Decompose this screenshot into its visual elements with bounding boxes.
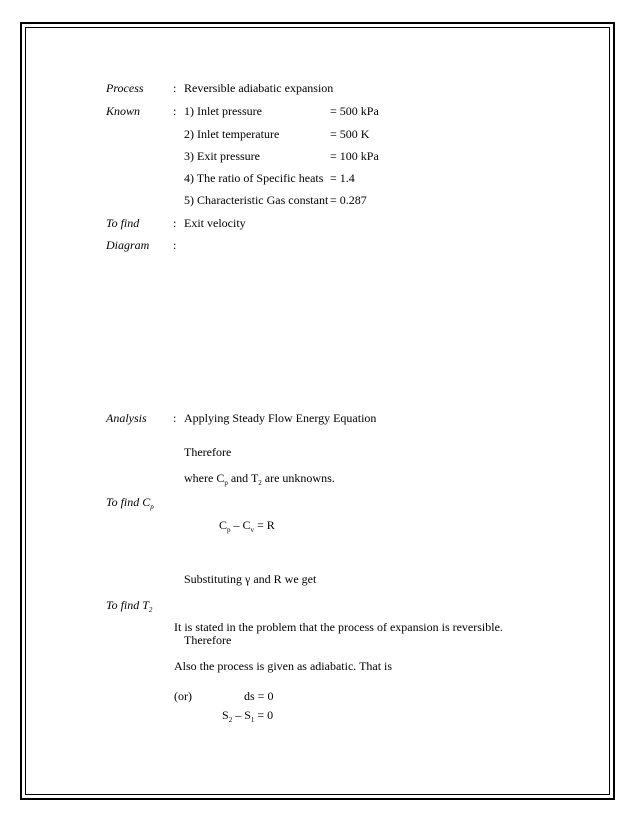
analysis-label: Analysis [106, 411, 147, 425]
find-cp-label: To find $C_p$ [106, 495, 154, 511]
analysis-therefore: Therefore [184, 445, 232, 459]
process-value: Reversible adiabatic expansion [184, 81, 334, 95]
analysis-separator: : [173, 411, 177, 425]
known-item-value: = 1.4 [330, 171, 355, 185]
known-item-value: = 100 kPa [330, 149, 379, 163]
reversible-statement: It is stated in the problem that the process of expansion is reversible. [174, 620, 503, 634]
adiabatic-statement: Also the process is given as adiabatic. That is [174, 659, 393, 673]
ds-equation: ds = 0 [244, 689, 274, 703]
known-separator: : [173, 104, 177, 118]
cp-cv-equation: $C_p - C_v = R$ [219, 518, 275, 534]
analysis-unknowns: where $C_p$ and $T_2$ are unknowns. [184, 471, 335, 487]
known-item-name: 3) Exit pressure [184, 149, 260, 163]
known-label: Known [106, 104, 141, 118]
known-item-name: 5) Characteristic Gas constant [184, 193, 329, 207]
known-item-name: 1) Inlet pressure [184, 104, 262, 118]
diagram-label: Diagram [106, 238, 150, 252]
find-t2-label: To find $T_2$ [106, 598, 153, 614]
analysis-text: Applying Steady Flow Energy Equation [184, 411, 377, 425]
to-find-label: To find [106, 216, 140, 230]
process-separator: : [173, 81, 177, 95]
process-label: Process [106, 81, 144, 95]
substituting-text: Substituting γ and R we get [184, 572, 317, 586]
known-item-name: 2) Inlet temperature [184, 127, 280, 141]
known-item-name: 4) The ratio of Specific heats [184, 171, 324, 185]
known-item-value: = 500 K [330, 127, 370, 141]
or-label: (or) [174, 689, 192, 703]
known-item-value: = 0.287 [330, 193, 367, 207]
to-find-value: Exit velocity [184, 216, 246, 230]
to-find-separator: : [173, 216, 177, 230]
diagram-separator: : [173, 238, 177, 252]
entropy-equation: $S_2 - S_1 = 0$ [222, 708, 274, 724]
t2-therefore: Therefore [184, 633, 232, 647]
known-item-value: = 500 kPa [330, 104, 379, 118]
